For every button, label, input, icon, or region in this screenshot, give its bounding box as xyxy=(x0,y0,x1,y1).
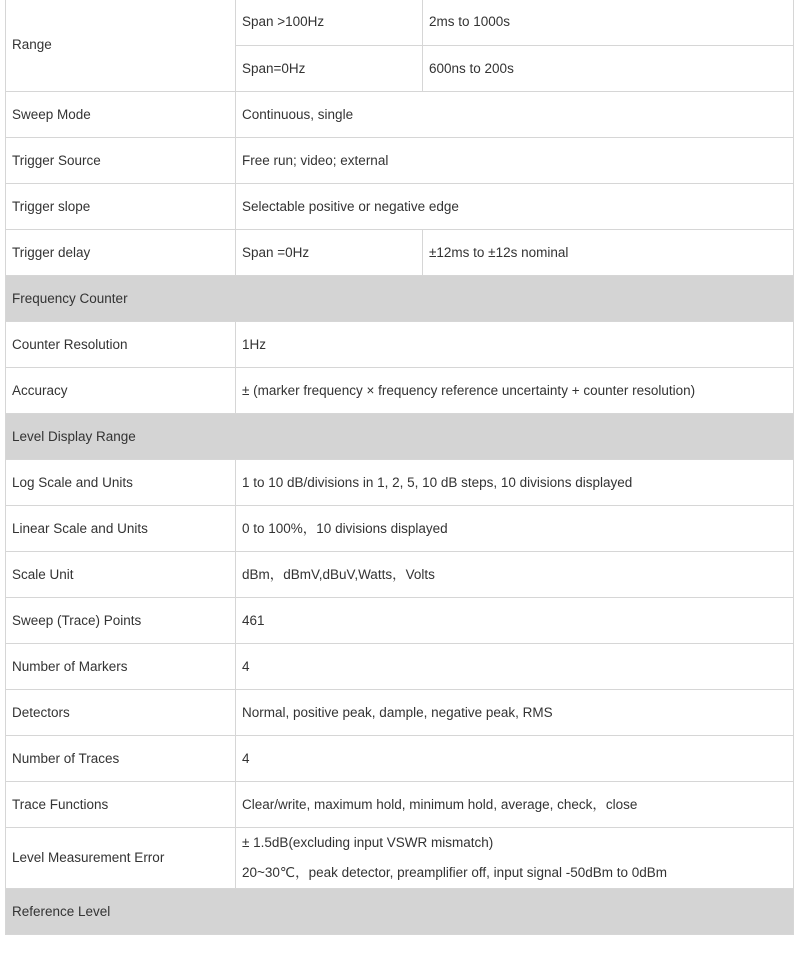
detectors-value: Normal, positive peak, dample, negative peak, RMS xyxy=(236,690,794,736)
table-row xyxy=(6,0,794,46)
section-reference-level: Reference Level xyxy=(6,889,794,935)
trigger-source-label: Trigger Source xyxy=(6,138,236,184)
range-span-wide-value: 2ms to 1000s xyxy=(423,0,794,46)
spec-table xyxy=(5,0,794,935)
section-header-row xyxy=(6,889,794,935)
table-row xyxy=(6,598,794,644)
table-row xyxy=(6,322,794,368)
detectors-label: Detectors xyxy=(6,690,236,736)
level-error-line2: 20~30℃，peak detector, preamplifier off, input signal -50dBm to 0dBm xyxy=(242,865,668,880)
table-row xyxy=(6,690,794,736)
range-label: Range xyxy=(6,0,236,92)
table-row xyxy=(6,230,794,276)
traces-value: 4 xyxy=(236,736,794,782)
accuracy-label: Accuracy xyxy=(6,368,236,414)
table-row xyxy=(6,460,794,506)
linear-scale-label: Linear Scale and Units xyxy=(6,506,236,552)
trigger-slope-label: Trigger slope xyxy=(6,184,236,230)
scale-unit-value: dBm，dBmV,dBuV,Watts，Volts xyxy=(236,552,794,598)
sweep-points-value: 461 xyxy=(236,598,794,644)
level-error-line1: ± 1.5dB(excluding input VSWR mismatch) xyxy=(242,835,494,851)
table-row xyxy=(6,782,794,828)
table-row xyxy=(6,736,794,782)
markers-label: Number of Markers xyxy=(6,644,236,690)
table-row xyxy=(6,506,794,552)
sweep-mode-value: Continuous, single xyxy=(236,92,794,138)
markers-value: 4 xyxy=(236,644,794,690)
log-scale-value: 1 to 10 dB/divisions in 1, 2, 5, 10 dB steps, 10 divisions displayed xyxy=(236,460,794,506)
counter-resolution-value: 1Hz xyxy=(236,322,794,368)
table-row xyxy=(6,644,794,690)
scale-unit-label: Scale Unit xyxy=(6,552,236,598)
trigger-delay-value: ±12ms to ±12s nominal xyxy=(423,230,794,276)
table-row xyxy=(6,828,794,889)
sweep-mode-label: Sweep Mode xyxy=(6,92,236,138)
section-header-row xyxy=(6,414,794,460)
table-row xyxy=(6,552,794,598)
sweep-points-label: Sweep (Trace) Points xyxy=(6,598,236,644)
accuracy-value: ± (marker frequency × frequency reference uncertainty + counter resolution) xyxy=(236,368,794,414)
trigger-delay-label: Trigger delay xyxy=(6,230,236,276)
section-frequency-counter: Frequency Counter xyxy=(6,276,794,322)
range-span-wide: Span >100Hz xyxy=(236,0,423,46)
range-span-zero-value: 600ns to 200s xyxy=(423,46,794,92)
section-level-display-range: Level Display Range xyxy=(6,414,794,460)
range-span-zero: Span=0Hz xyxy=(236,46,423,92)
table-row xyxy=(6,184,794,230)
table-row xyxy=(6,368,794,414)
table-row xyxy=(6,92,794,138)
counter-resolution-label: Counter Resolution xyxy=(6,322,236,368)
linear-scale-value: 0 to 100%，10 divisions displayed xyxy=(236,506,794,552)
traces-label: Number of Traces xyxy=(6,736,236,782)
log-scale-label: Log Scale and Units xyxy=(6,460,236,506)
trace-functions-label: Trace Functions xyxy=(6,782,236,828)
trigger-slope-value: Selectable positive or negative edge xyxy=(236,184,794,230)
level-error-value xyxy=(236,828,794,889)
trigger-delay-condition: Span =0Hz xyxy=(236,230,423,276)
table-row xyxy=(6,138,794,184)
trace-functions-value: Clear/write, maximum hold, minimum hold, average, check，close xyxy=(236,782,794,828)
section-header-row xyxy=(6,276,794,322)
trigger-source-value: Free run; video; external xyxy=(236,138,794,184)
level-error-label: Level Measurement Error xyxy=(6,828,236,889)
